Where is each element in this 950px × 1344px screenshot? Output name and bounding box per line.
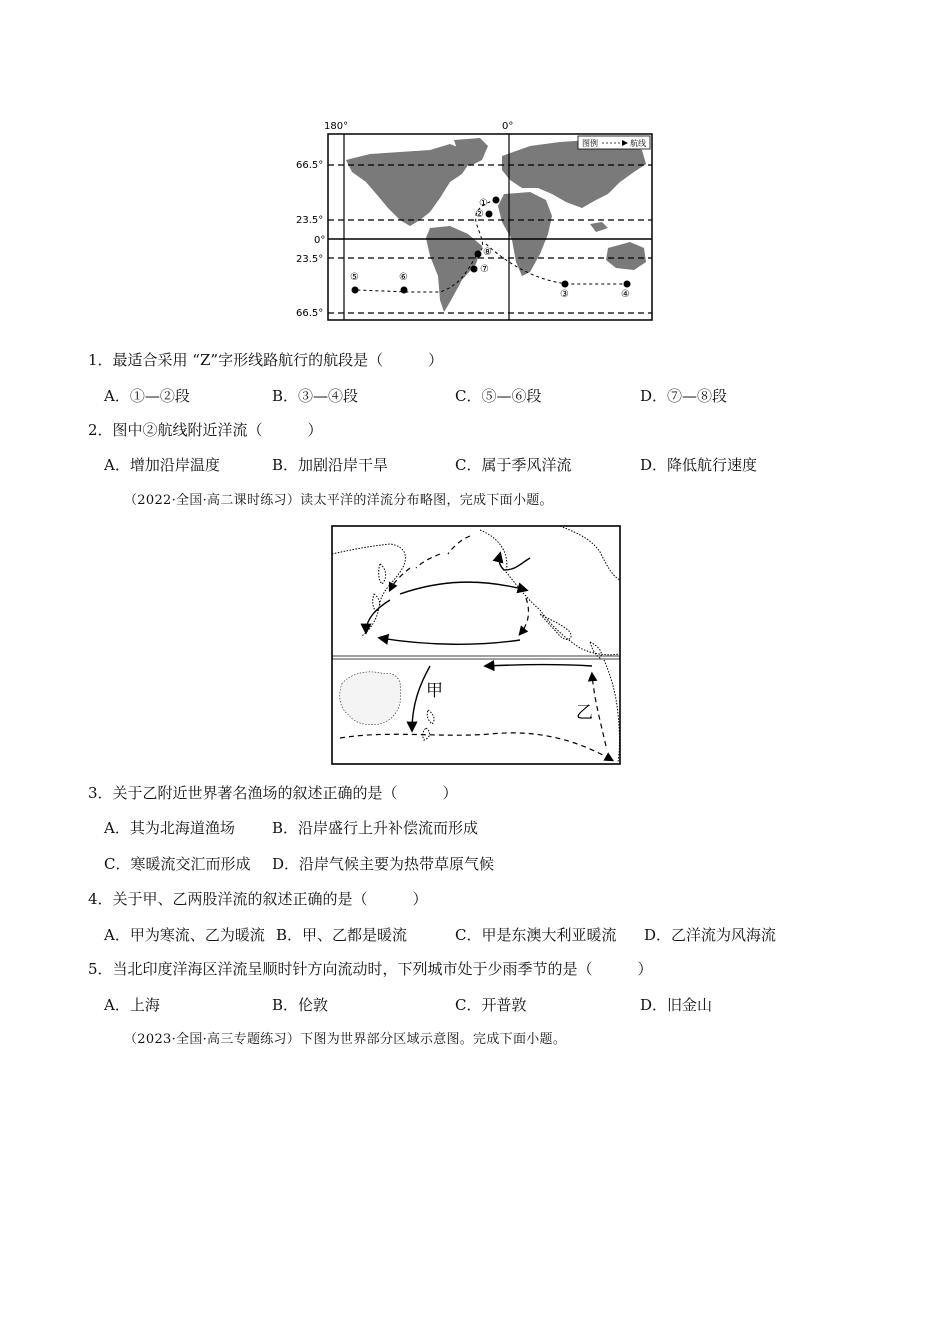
q5-option-c[interactable]: C．开普敦: [455, 996, 527, 1014]
label-yi: 乙: [576, 703, 593, 723]
point-label-6: ⑥: [399, 272, 408, 283]
q3-stem: 3．关于乙附近世界著名渔场的叙述正确的是（ ）: [88, 784, 458, 802]
q2-stem: 2．图中②航线附近洋流（ ）: [88, 421, 323, 439]
q2-option-c[interactable]: C．属于季风洋流: [455, 456, 572, 474]
q2-option-d[interactable]: D．降低航行速度: [640, 456, 758, 474]
intro-2022: （2022·全国·高二课时练习）读太平洋的洋流分布略图，完成下面小题。: [124, 493, 553, 508]
point-label-2: ②: [475, 209, 484, 220]
q1-option-a[interactable]: A．①—②段: [104, 387, 190, 405]
legend-route-text: 航线: [630, 139, 646, 148]
world-route-map-svg: [290, 116, 660, 326]
q2-option-b[interactable]: B．加剧沿岸干旱: [272, 456, 389, 474]
q3-option-b[interactable]: B．沿岸盛行上升补偿流而形成: [272, 819, 479, 837]
point-label-7: ⑦: [480, 264, 489, 275]
map2-frame: [332, 526, 620, 764]
point-label-1: ①: [479, 198, 488, 209]
q4-option-c[interactable]: C．甲是东澳大利亚暖流: [455, 926, 617, 944]
lat-label-23n: 23.5°: [296, 215, 324, 226]
point-label-8: ⑧: [483, 247, 492, 258]
q1-stem: 1．最适合采用 “Z”字形线路航行的航段是（ ）: [88, 351, 444, 369]
lat-label-23s: 23.5°: [296, 254, 324, 265]
point-label-5: ⑤: [350, 272, 359, 283]
lon-label-0: 0°: [502, 121, 514, 132]
q1-option-c[interactable]: C．⑤—⑥段: [455, 387, 542, 405]
q1-option-d[interactable]: D．⑦—⑧段: [640, 387, 728, 405]
point-label-3: ③: [560, 289, 569, 300]
q1-option-b[interactable]: B．③—④段: [272, 387, 359, 405]
q3-option-d[interactable]: D．沿岸气候主要为热带草原气候: [272, 855, 495, 873]
q4-stem: 4．关于甲、乙两股洋流的叙述正确的是（ ）: [88, 890, 428, 908]
label-jia: 甲: [426, 681, 443, 701]
q3-option-a[interactable]: A．其为北海道渔场: [104, 819, 235, 837]
world-route-map: [290, 116, 660, 326]
q5-option-a[interactable]: A．上海: [104, 996, 160, 1014]
q5-option-b[interactable]: B．伦敦: [272, 996, 329, 1014]
q4-option-d[interactable]: D．乙洋流为风海流: [644, 926, 777, 944]
q5-option-d[interactable]: D．旧金山: [640, 996, 713, 1014]
intro-2023: （2023·全国·高三专题练习）下图为世界部分区域示意图。完成下面小题。: [124, 1032, 567, 1047]
lat-label-66n: 66.5°: [296, 160, 324, 171]
q5-stem: 5．当北印度洋海区洋流呈顺时针方向流动时，下列城市处于少雨季节的是（ ）: [88, 960, 653, 978]
lat-label-0: 0°: [314, 235, 326, 246]
point-label-4: ④: [621, 289, 630, 300]
lon-label-180: 180°: [324, 121, 349, 132]
q4-option-a[interactable]: A．甲为寒流、乙为暖流: [104, 926, 265, 944]
lat-label-66s: 66.5°: [296, 308, 324, 319]
legend-label: 图例: [582, 139, 598, 148]
pacific-currents-svg: [330, 524, 622, 766]
q3-option-c[interactable]: C．寒暖流交汇而形成: [104, 855, 251, 873]
q4-option-b[interactable]: B．甲、乙都是暖流: [276, 926, 408, 944]
q2-option-a[interactable]: A．增加沿岸温度: [104, 456, 220, 474]
pacific-currents-map: [330, 524, 622, 766]
